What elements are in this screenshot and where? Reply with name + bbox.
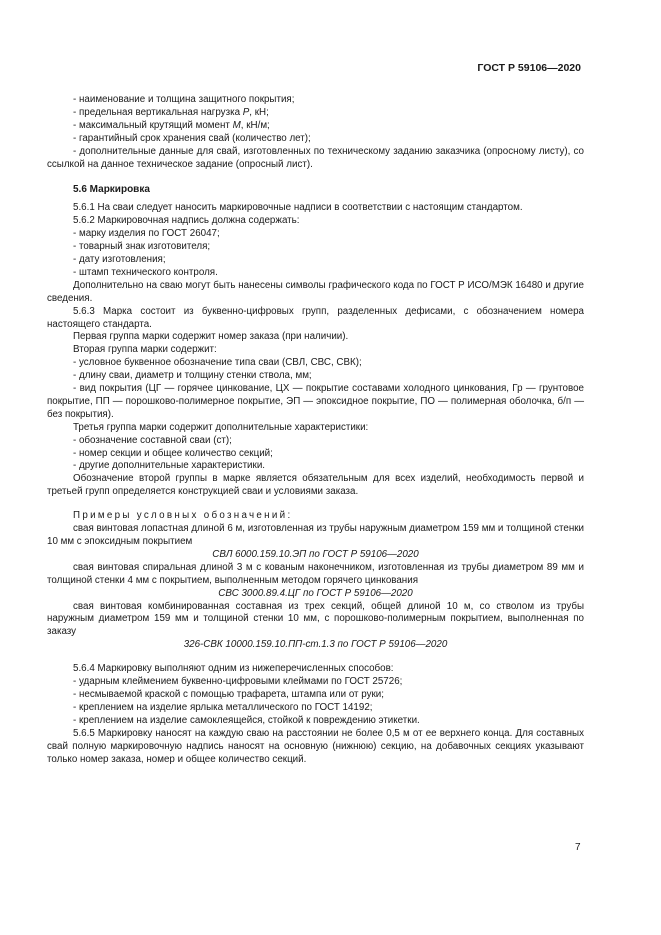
list-item: - штамп технического контроля. <box>73 266 218 278</box>
list-item: - условное буквенное обозначение типа сваи (СВЛ, СВС, СВК); <box>73 357 362 369</box>
page-number: 7 <box>575 842 581 853</box>
list-item: - предельная вертикальная нагрузка P, кН; <box>73 106 269 118</box>
paragraph-5-6-4: 5.6.4 Маркировку выполняют одним из нижеперечисленных способов: <box>73 663 394 675</box>
example-code: СВС 3000.89.4.ЦГ по ГОСТ Р 59106—2020 <box>218 587 413 599</box>
group3-title: Третья группа марки содержит дополнительные характеристики: <box>73 421 369 433</box>
page-content <box>47 94 584 766</box>
paragraph-5-6-5: 5.6.5 Маркировку наносят на каждую сваю на расстоянии не более 0,5 м от ее верхнего конца. Для составных свай полную маркировочную надпись наносят на основную (нижнюю) секцию, на добавочных секциях указывают только номер заказа, номер и общее количество секций. <box>47 727 584 765</box>
section-title: 5.6 Маркировка <box>73 184 150 196</box>
paragraph-5-6-2: 5.6.2 Маркировочная надпись должна содержать: <box>73 215 300 227</box>
paragraph-5-6-3: 5.6.3 Марка состоит из буквенно-цифровых групп, разделенных дефисами, с обозначением номера настоящего стандарта. <box>47 305 584 330</box>
list-item: - дату изготовления; <box>73 253 166 265</box>
paragraph-extra-info: Дополнительно на сваю могут быть нанесены символы графического кода по ГОСТ Р ИСО/МЭК 16480 и другие сведения. <box>47 279 584 304</box>
list-item: - гарантийный срок хранения свай (количество лет); <box>73 132 311 144</box>
list-item: - другие дополнительные характеристики. <box>73 460 266 472</box>
list-item: - дополнительные данные для свай, изготовленных по техническому заданию заказчика (опросному листу), со ссылкой на данное техническое задание (опросный лист). <box>47 145 584 170</box>
list-item: - несмываемой краской с помощью трафарета, штампа или от руки; <box>73 688 384 700</box>
group1-text: Первая группа марки содержит номер заказа (при наличии). <box>73 331 349 343</box>
list-item: - вид покрытия (ЦГ — горячее цинкование, ЦХ — покрытие составами холодного цинкования, Гр — грунтовое покрытие, ПП — порошково-полимерное покрытие, ЭП — эпоксидное покрытие, ПО — полимерная оболочка, б/п — без покрытия). <box>47 383 584 420</box>
list-item: - креплением на изделие ярлыка металлического по ГОСТ 14192; <box>73 701 373 713</box>
list-item: - длину сваи, диаметр и толщину стенки ствола, мм; <box>73 370 312 382</box>
example-text: свая винтовая лопастная длиной 6 м, изготовленная из трубы наружным диаметром 159 мм и толщиной стенки 10 мм с эпоксидным покрытием <box>47 523 584 547</box>
list-item: - номер секции и общее количество секций; <box>73 447 273 459</box>
list-item: - товарный знак изготовителя; <box>73 241 211 253</box>
example-text: свая винтовая комбинированная составная из трех секций, общей длиной 10 м, со стволом из трубы наружным диаметром 159 мм и толщиной стенки 10 мм, с порошково-полимерным покрытием, выполненная по заказу <box>47 600 584 638</box>
examples-title: Примеры условных обозначений: <box>73 510 293 522</box>
list-item: - обозначение составной сваи (ст); <box>73 434 232 446</box>
mandatory-note: Обозначение второй группы в марке является обязательным для всех изделий, необходимость первой и третьей групп определяется конструкцией сваи и условиями заказа. <box>47 473 584 498</box>
list-item: - креплением на изделие самоклеящейся, стойкой к повреждению этикетки. <box>73 714 420 726</box>
list-item: - марку изделия по ГОСТ 26047; <box>73 228 220 240</box>
list-item: - ударным клеймением буквенно-цифровыми клеймами по ГОСТ 25726; <box>73 676 403 688</box>
group2-title: Вторая группа марки содержит: <box>73 344 217 356</box>
example-code: СВЛ 6000.159.10.ЭП по ГОСТ Р 59106—2020 <box>212 548 419 560</box>
standard-header: ГОСТ Р 59106—2020 <box>477 62 581 74</box>
example-code: 326-СВК 10000.159.10.ПП-ст.1.3 по ГОСТ Р 59106—2020 <box>183 639 448 651</box>
list-item: - наименование и толщина защитного покрытия; <box>73 94 295 105</box>
paragraph-5-6-1: 5.6.1 На сваи следует наносить маркировочные надписи в соответствии с настоящим стандартом. <box>73 202 523 214</box>
list-item: - максимальный крутящий момент M, кН/м; <box>73 119 270 131</box>
example-text: свая винтовая спиральная длиной 3 м с кованым наконечником, изготовленная из трубы диаметром 89 мм и толщиной стенки 4 мм с покрытием, выполненным методом горячего цинкования <box>47 561 584 586</box>
